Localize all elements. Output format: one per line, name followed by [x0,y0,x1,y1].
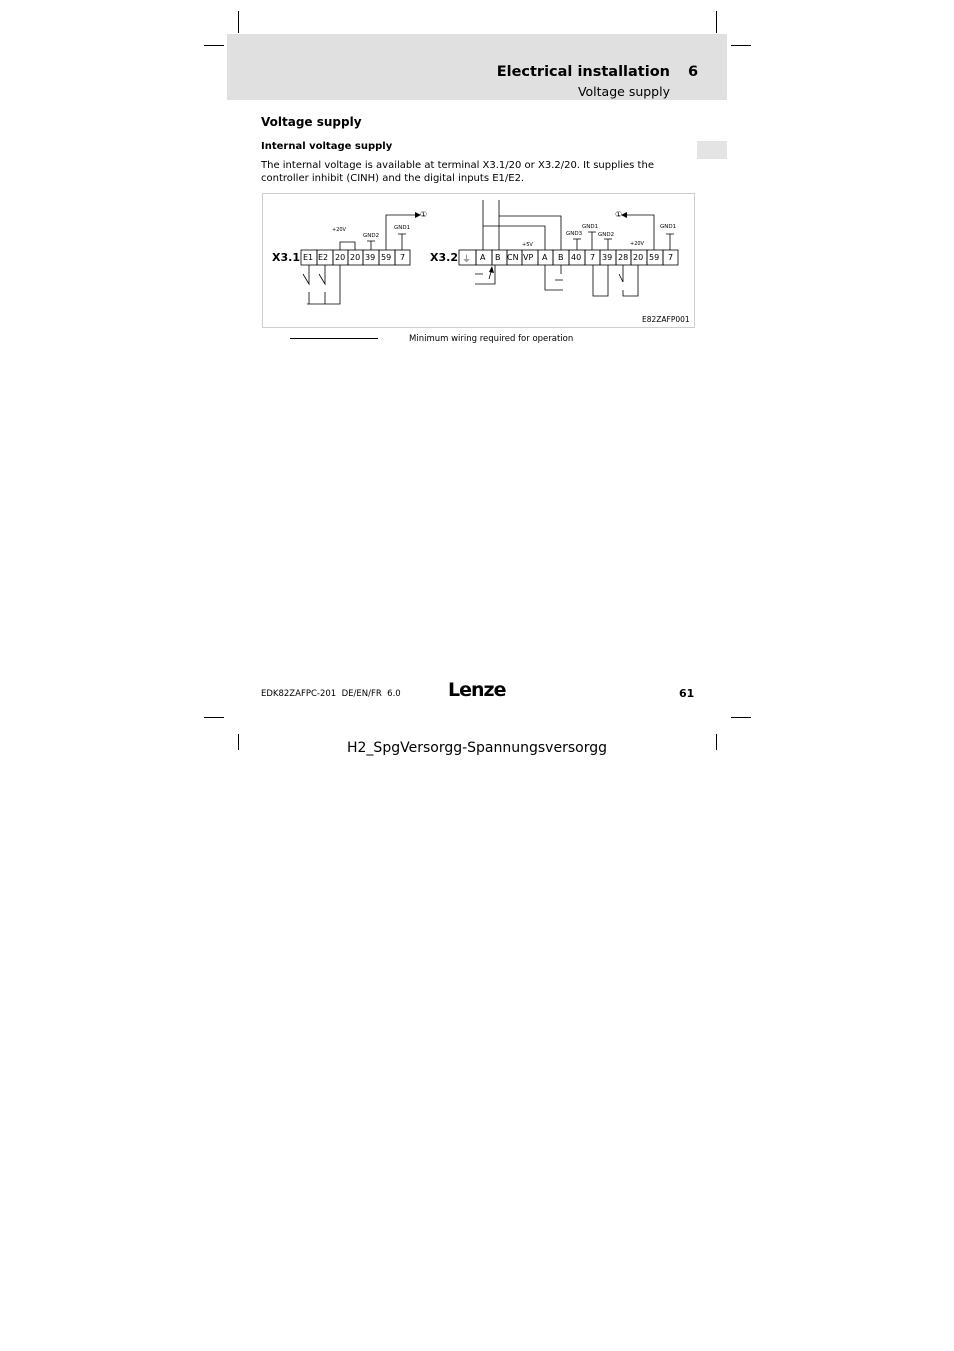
x31-terminal-label: E1 [303,253,314,262]
x32-wire [604,239,612,250]
lenze-logo: Lenze [448,679,506,701]
document-id: EDK82ZAFPC-201 DE/EN/FR 6.0 [261,689,401,699]
x32-annotation: GND2 [598,232,615,238]
x31-wire [386,215,415,250]
x31-wire [398,234,406,250]
marker-symbol: ① [420,210,428,219]
x32-terminal-label: 7 [590,253,596,262]
section-heading: Voltage supply [261,115,362,129]
x32-wire [483,226,545,250]
crop-mark [204,45,224,46]
x32-terminal-label: VP [523,253,534,262]
crop-mark [731,717,751,718]
x31-block-label: X3.1 [272,251,300,264]
chapter-side-tab [697,141,727,159]
crop-mark [204,717,224,718]
x32-annotation: GND3 [566,231,583,237]
x32-terminal-label: B [495,253,501,262]
crop-mark [716,11,717,33]
x31-wire [307,265,340,304]
x32-annotation: GND1 [660,224,677,230]
x31-wire [319,265,325,284]
x32-annotation: GND1 [582,224,599,230]
chapter-subtitle: Voltage supply [577,84,670,99]
page-number: 61 [679,687,695,700]
x32-wire [573,239,581,250]
chapter-title: Electrical installation [496,64,670,80]
legend-line [290,338,378,339]
x31-annotation: GND2 [363,233,380,239]
x32-wire [666,234,674,250]
x32-terminal-label: 59 [649,253,660,262]
x31-terminal-label: 20 [350,253,361,262]
x31-terminal-label: 39 [365,253,376,262]
arrow-head [489,266,494,273]
x32-wire [588,232,596,250]
x32-terminal-label: A [542,253,548,262]
subsection-heading: Internal voltage supply [261,141,393,152]
x32-terminal-label: 39 [602,253,613,262]
chapter-number: 6 [688,64,699,80]
bottom-label: H2_SpgVersorgg-Spannungsversorgg [347,740,607,756]
x32-wire [545,265,563,290]
x31-wire [340,242,355,250]
x32-wire [593,265,608,296]
x32-annotation: +5V [522,242,533,248]
figure-code: E82ZAFP001 [642,315,690,324]
x32-terminal-label: B [558,253,564,262]
marker-symbol: ① [615,210,623,219]
x32-terminal-label: 7 [668,253,674,262]
x32-block-label: X3.2 [430,251,458,264]
x31-annotation: +20V [332,227,346,233]
x32-wire [619,265,638,296]
x32-annotation: +20V [630,241,644,247]
crop-mark [238,11,239,33]
crop-mark [731,45,751,46]
x31-wire [309,292,325,304]
x32-terminal-label: 40 [571,253,582,262]
x32-wire [475,272,491,279]
x32-terminal-label: CN [507,253,519,262]
x31-terminal-label: E2 [318,253,329,262]
x31-wire [303,265,309,284]
x32-terminal-label: A [480,253,486,262]
x31-terminal-label: 20 [335,253,346,262]
x32-terminal-label: 20 [633,253,644,262]
x31-terminal-label: 7 [400,253,406,262]
x32-terminal-label: 28 [618,253,629,262]
x32-wire [555,265,563,280]
legend-text: Minimum wiring required for operation [409,334,574,344]
wiring-diagram-frame [262,193,695,328]
x32-terminal-label: ⏚ [462,255,472,265]
x31-terminal-label: 59 [381,253,392,262]
x31-annotation: GND1 [394,225,411,231]
x31-wire [367,241,375,250]
body-paragraph: The internal voltage is available at terminal X3.1/20 or X3.2/20. It supplies the controller inhibit (CINH) and the digital inputs E1/E2. [261,160,654,184]
